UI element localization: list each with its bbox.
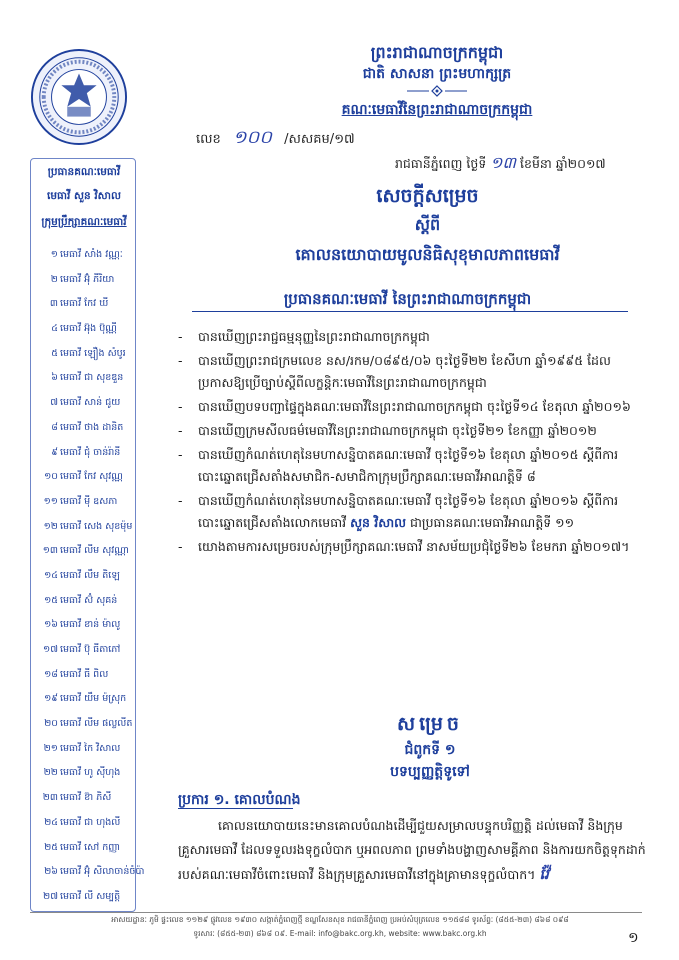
member-name: មេធាវី ជា សុខឌួន — [60, 372, 124, 384]
member-name: មេធាវី លឹម តិឡេ — [60, 569, 120, 581]
article-heading: ប្រការ ១. គោលបំណង — [178, 792, 301, 808]
member-number: ២ — [50, 273, 58, 285]
council-member — [36, 712, 132, 737]
handwritten-initials: វ៉ែ — [539, 865, 549, 883]
decision-heading: សម្រេច — [397, 713, 463, 735]
bar-association-seal — [30, 48, 128, 146]
issuer-underline — [192, 311, 628, 312]
article-text: គោលនយោបាយនេះមានគោលបំណងដើម្បីជួយសម្រាលបន្ទុកបរិញ្ញត្តិ ដល់មេធាវី និងក្រុមគ្រួសារមេធាវី ដែលទទួលរងទុក្ខលំបាក ឬអពលភាព ព្រមទាំងបង្ហាញសាមគ្គីភាព និងការយកចិត្តទុកដាក់របស់គណៈមេធាវីចំពោះមេធាវី និងក្រុមគ្រួសារមេធាវីនៅក្នុងគ្រាមានទុក្ខលំបាក។ វ៉ែ — [178, 818, 646, 883]
member-name: មេធាវី អ៊ុំ សិលាចាន់ចំប៉ា — [60, 866, 145, 878]
council-member — [36, 539, 132, 564]
member-number: ៨ — [51, 421, 58, 433]
ornament-divider-icon — [405, 85, 469, 97]
title-about: ស្តីពី — [414, 215, 441, 234]
council-member — [36, 885, 132, 910]
recital-item: - បានឃើញព្រះរាជក្រមលេខ នស/រកម/០៨៩៥/០៦ ចុះថ្ងៃទី២២ ខែសីហា ឆ្នាំ១៩៩៥ ដែលប្រកាសឱ្យប្រើច្បាប់ស្តីពីលក្ខន្តិកៈមេធាវីនៃព្រះរាជាណាចក្រកម្ពុជា — [178, 353, 611, 390]
member-number: ៩ — [51, 446, 58, 458]
council-member — [36, 613, 132, 638]
member-number: ១៤ — [44, 569, 58, 581]
council-member — [36, 663, 132, 688]
member-number: ៦ — [51, 372, 58, 384]
member-name: មេធាវី លីម ផល្លលីត — [60, 718, 133, 730]
organization-name: គណៈមេធាវីនៃព្រះរាជាណាចក្រកម្ពុជា — [341, 102, 533, 118]
council-member — [36, 515, 132, 540]
member-number: ២១ — [43, 742, 58, 754]
page-number: ១ — [628, 930, 639, 946]
council-member — [36, 786, 132, 811]
council-member — [36, 243, 132, 268]
sidebar-president-name: មេធាវី សួន វិសាល — [47, 190, 121, 202]
council-member — [36, 268, 132, 293]
council-member-list — [36, 243, 145, 910]
recital-item: - បានឃើញកំណត់ហេតុនៃមហាសន្និបាតគណៈមេធាវី ចុះថ្ងៃទី១៦ ខែតុលា ឆ្នាំ២០១៦ ស្តីពីការបោះឆ្នោតជ្រើសតាំងលោកមេធាវី សួន វិសាល ជាប្រធានគណៈមេធាវីអាណត្តិទី ១១ — [178, 493, 619, 530]
council-member — [36, 465, 132, 490]
document-date: រាជធានីភ្នំពេញ ថ្ងៃទី ១៣ ខែមីនា ឆ្នាំ២០១៧ — [395, 153, 606, 172]
recital-item: - បានឃើញក្រមសីលធម៌មេធាវីនៃព្រះរាជាណាចក្រកម្ពុជា ចុះថ្ងៃទី២១ ខែកញ្ញា ឆ្នាំ២០១២ — [178, 423, 597, 438]
council-member — [36, 811, 132, 836]
handwritten-number: ១០០ — [232, 127, 273, 148]
council-member — [36, 860, 145, 885]
member-name: មេធាវី លី សម្បត្តិ — [60, 890, 121, 902]
council-member — [36, 490, 132, 515]
handwritten-day: ១៣ — [490, 153, 517, 172]
member-name: មេធាវី កែវ សុវណ្ណ — [60, 471, 123, 483]
member-number: ១១ — [43, 495, 58, 507]
recitals-list — [176, 326, 648, 560]
council-member — [36, 391, 132, 416]
member-number: ៧ — [50, 397, 58, 409]
member-name: មេធាវី កែវ ឃី — [60, 298, 109, 310]
member-name: មេធាវី អ៊ុង ប៊ុណ្ណី — [60, 323, 117, 335]
member-name: មេធាវី អ៊ុំ ភីរិយា — [60, 273, 115, 285]
member-number: ១៥ — [44, 594, 58, 606]
kingdom-title: ព្រះរាជាណាចក្រកម្ពុជា — [370, 43, 504, 62]
member-number: ១៦ — [44, 619, 58, 631]
council-member — [36, 292, 132, 317]
member-number: ១៧ — [43, 644, 58, 655]
member-name: មេធាវី សាន់ ជូយ — [60, 397, 121, 409]
document-subject: គោលនយោបាយមូលនិធិសុខុមាលភាពមេធាវី — [295, 245, 560, 264]
recital-item: - បានឃើញកំណត់ហេតុនៃមហាសន្និបាតគណៈមេធាវី ចុះថ្ងៃទី១៦ ខែតុលា ឆ្នាំ២០១៥ ស្តីពីការបោះឆ្នោតជ្រើសតាំងសមាជិក-សមាជិកាក្រុមប្រឹក្សាគណៈមេធាវីអាណត្តិទី ៨ — [178, 447, 619, 484]
member-name: មេធាវី លីម សុវណ្ណា — [60, 545, 129, 557]
council-member — [36, 589, 132, 614]
council-member — [36, 836, 132, 861]
member-name: មេធាវី ស៊ំ សុគន់ — [60, 594, 118, 606]
chapter-heading: ជំពូកទី ១ — [404, 742, 456, 758]
member-number: ១ — [50, 249, 58, 260]
member-number: ២៧ — [43, 890, 58, 902]
member-name: មេធាវី កៃ វិសាល — [60, 742, 121, 754]
sidebar-council-title: ក្រុមប្រឹក្សាគណៈមេធាវី — [41, 216, 127, 228]
member-name: មេធាវី ជុំ ចាន់រ៉ានី — [60, 446, 121, 458]
member-name: មេធាវី ម៉ី ឧសភា — [60, 495, 118, 507]
member-number: ២២ — [43, 767, 58, 779]
footer-contact: ទូរសារៈ (៨៥៥-២៣) ៨៦៨ ០៩. E-mail: info@bakc.org.kh, website: www.bakc.org.kh — [193, 929, 487, 938]
document-number: លេខ ១០០ /សសគម/១៧ — [196, 127, 355, 148]
national-motto: ជាតិ សាសនា ព្រះមហាក្សត្រ — [362, 66, 512, 82]
member-number: ២០ — [44, 718, 58, 730]
recital-item: - បានឃើញបទបញ្ជាផ្ទៃក្នុងគណៈមេធាវីនៃព្រះរាជាណាចក្រកម្ពុជា ចុះថ្ងៃទី១៤ ខែតុលា ឆ្នាំ២០១៦ — [178, 399, 631, 414]
issuer-heading: ប្រធានគណៈមេធាវី នៃព្រះរាជាណាចក្រកម្ពុជា — [283, 290, 532, 308]
member-number: ១៩ — [44, 693, 58, 705]
member-name: មេធាវី ហូ ស៊ីហុង — [60, 767, 121, 779]
member-name: មេធាវី យឹម ម៉ស្រុក — [60, 693, 127, 705]
footer-divider — [30, 912, 642, 913]
council-member — [36, 342, 132, 367]
member-number: ២៦ — [44, 866, 58, 878]
member-name: មេធាវី សាំង វណ្ណៈ — [60, 249, 123, 260]
member-name: មេធាវី ឡឿង សំបូរ — [60, 347, 126, 359]
footer-address: អាសយដ្ឋានៈ ភូមិ ផ្ទះលេខ ១១២៩ ផ្លូវលេខ ១៩៣០ សង្កាត់ភ្នំពេញថ្មី ខណ្ឌសែនសុខ រាជធានីភ្នំពេញ ប្រអប់សំបុត្រលេខ ១១៥៨៨ ទូរស័ព្ទៈ (៨៥៥-២៣) ៨៦៨ ០៩៨ — [111, 915, 569, 924]
article-underline — [178, 808, 293, 809]
council-member — [36, 564, 132, 589]
council-member — [36, 441, 132, 466]
member-number: ៣ — [49, 298, 58, 310]
council-member — [36, 687, 132, 712]
member-name: មេធាវី ខាន់ ម៉ាលូ — [60, 619, 121, 631]
council-member — [36, 366, 132, 391]
member-number: ២៣ — [42, 792, 58, 804]
recital-item: - បានឃើញព្រះរាជ្ជធម្មនុញ្ញនៃព្រះរាជាណាចក្រកម្ពុជា — [178, 329, 430, 344]
council-member — [36, 761, 132, 786]
member-name: មេធាវី ជា ហុងលី — [60, 816, 121, 828]
member-number: ២៤ — [44, 816, 58, 828]
chapter-title: បទប្បញ្ញត្តិទូទៅ — [390, 764, 470, 780]
council-member — [36, 737, 132, 762]
member-number: ១៨ — [44, 668, 58, 680]
sidebar-president-title: ប្រធានគណៈមេធាវី — [47, 166, 121, 178]
member-name: មេធាវី ខ៊ា ភិសី — [60, 792, 112, 804]
document-title: សេចក្តីសម្រេច — [376, 185, 479, 207]
member-name: មេធាវី សៅ កញ្ញា — [60, 841, 121, 853]
member-number: ១៣ — [42, 545, 58, 557]
council-member — [36, 638, 132, 663]
council-member — [36, 416, 132, 441]
member-number: ៥ — [51, 347, 58, 359]
member-number: ១០ — [44, 471, 58, 483]
member-name: មេធាវី ធី ពិល — [60, 668, 109, 680]
member-number: ១២ — [43, 520, 58, 532]
member-number: ២៥ — [44, 841, 58, 853]
member-name: មេធាវី សេង សុខម៉ុម — [60, 520, 133, 532]
president-name: សួន វិសាល — [350, 515, 406, 530]
recital-item: - យោងតាមការសម្រេចរបស់ក្រុមប្រឹក្សាគណៈមេធាវី នាសម័យប្រជុំថ្ងៃទី២៦ ខែមករា ឆ្នាំ២០១៧។ — [178, 539, 630, 554]
member-name: មេធាវី ថាង ដានិត — [60, 421, 124, 433]
member-number: ៤ — [51, 323, 58, 335]
member-name: មេធាវី ប៊ុ ធីតាភៅ — [60, 644, 121, 655]
council-member — [36, 317, 132, 342]
